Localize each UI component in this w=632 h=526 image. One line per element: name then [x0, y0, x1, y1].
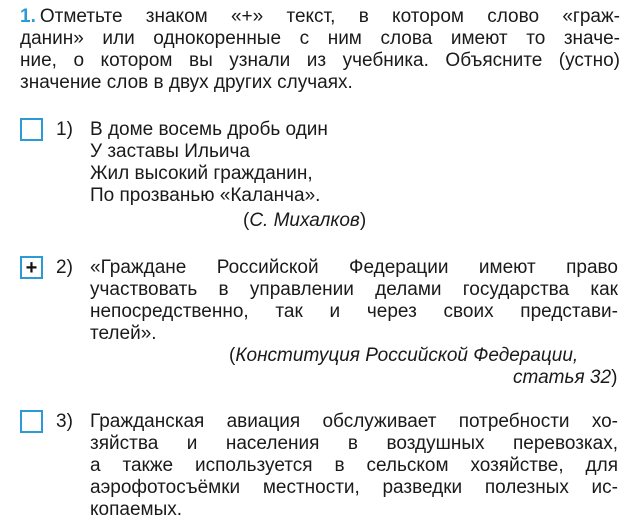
task-statement: [20, 6, 620, 94]
text-line: а также используется в сельском хозяйстве, для: [90, 455, 618, 476]
item-text-2: [90, 257, 618, 345]
item-text-1: [90, 119, 618, 207]
item-number-1: 1): [56, 119, 73, 140]
poem-line: Жил высокий гражданин,: [90, 163, 313, 184]
answer-checkbox-1[interactable]: [20, 118, 43, 141]
task-line-3: ние, о котором вы узнали из учебника. Объясните (устно): [20, 50, 620, 71]
text-line: непосредственно, так и через своих представи-: [90, 301, 618, 322]
text-line: зяйства и населения в воздушных перевозках,: [90, 433, 618, 454]
text-line: Гражданская авиация обслуживает потребности хо-: [90, 411, 618, 432]
answer-checkbox-2[interactable]: +: [20, 256, 43, 279]
item-source-2-line-1: (Конституция Российской Федерации,: [229, 345, 579, 366]
item-number-2: 2): [56, 257, 73, 278]
poem-line: По прозванью «Каланча».: [90, 185, 321, 206]
item-text-3: [90, 411, 618, 521]
item-number-3: 3): [56, 411, 73, 432]
item-source-1: (С. Михалков): [243, 210, 367, 231]
item-source-2-line-2: статья 32): [513, 367, 618, 388]
task-line-4: значение слов в двух других случаях.: [20, 72, 353, 93]
text-line: копаемых.: [90, 499, 183, 520]
task-line-1: 1. Отметьте знаком «+» текст, в котором слово «граж-: [20, 6, 620, 27]
poem-line: У заставы Ильича: [90, 141, 250, 162]
task-number: 1.: [20, 6, 36, 27]
text-line: «Граждане Российской Федерации имеют право: [90, 257, 618, 278]
text-line: участвовать в управлении делами государства как: [90, 279, 618, 300]
text-line: аэрофотосъёмки местности, разведки полезных ис-: [90, 477, 618, 498]
text-line: телей».: [90, 323, 157, 344]
task-line-2: данин» или однокоренные с ним слова имеют то значе-: [20, 28, 620, 49]
answer-checkbox-3[interactable]: [20, 410, 43, 433]
poem-line: В доме восемь дробь один: [90, 119, 328, 140]
